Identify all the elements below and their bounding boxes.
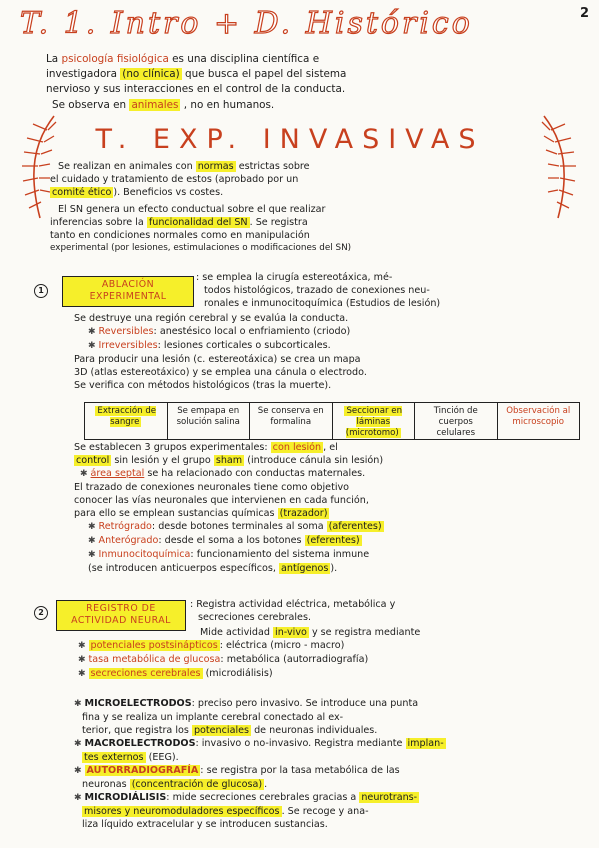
step-cell — [250, 403, 333, 439]
bullet-icon: ✱ — [88, 550, 96, 560]
term-inmunocitoquimica: Inmunocitoquímica — [98, 549, 191, 560]
term-retrogrado: Retrógrado — [98, 521, 152, 532]
abl-line-9 — [74, 454, 584, 467]
highlight-potenciales: potenciales — [193, 725, 250, 736]
text: : anestésico local o enfriamiento (criodo) — [153, 326, 351, 337]
text: investigadora — [46, 68, 117, 81]
dial-line-3: liza líquido extracelular y se introducen sustancias. — [82, 819, 328, 830]
text: (se introducen anticuerpos específicos, — [88, 563, 276, 574]
term-tasa-metabolica: tasa metabólica de glucosa — [88, 654, 221, 665]
text: (EEG). — [148, 752, 179, 763]
abl-line-6: 3D (atlas estereotáxico) y se emplea una cánula o electrodo. — [74, 367, 367, 378]
abl-line-7: Se verifica con métodos histológicos (tras la muerte). — [74, 380, 332, 391]
term-macroelectrodos: MACROELECTRODOS — [84, 738, 196, 749]
text: : preciso pero invasivo. Se introduce una punta — [191, 698, 419, 709]
highlight-antigenos: antígenos — [281, 563, 329, 574]
auto-line-2 — [74, 778, 586, 791]
highlight-no-clinica: (no clínica) — [122, 68, 180, 81]
abl-reversibles — [74, 325, 584, 339]
macro-line-2 — [74, 751, 586, 764]
text: La — [46, 53, 59, 65]
text: para ello se emplean sustancias químicas — [74, 508, 275, 519]
text: que busca el papel del sistema — [184, 68, 347, 81]
intro-line-1 — [46, 52, 566, 67]
highlight-tes-externos: tes externos — [84, 752, 144, 763]
highlight-animales: animales — [131, 98, 179, 111]
micro-line-2: fina y se realiza un implante cerebral conectado al ex- — [82, 712, 344, 723]
micro-line-3 — [74, 724, 586, 737]
term-microdialisis: MICRODIÁLISIS — [84, 792, 167, 803]
text: . — [264, 779, 268, 790]
bullet-icon: ✱ — [74, 699, 82, 709]
abl-anterogrado — [74, 534, 584, 548]
reg-line-1: : Registra actividad eléctrica, metabólica y — [190, 599, 396, 610]
step-label: Se empapa en solución salina — [176, 406, 240, 427]
text: ). Beneficios vs costes. — [113, 187, 224, 198]
term-area-septal: área septal — [90, 468, 145, 479]
text: : metabólica (autorradiografía) — [220, 654, 369, 665]
term-secreciones: secreciones cerebrales — [90, 668, 201, 679]
term-irreversibles: Irreversibles — [98, 340, 158, 351]
registro-body — [74, 626, 584, 681]
text: de neuronas individuales. — [254, 725, 378, 736]
text: y se registra mediante — [311, 627, 421, 638]
bullet-icon: ✱ — [78, 669, 86, 679]
term-anterogrado: Anterógrado — [98, 535, 159, 546]
text: Se observa en — [52, 98, 127, 111]
intro-line-2 — [46, 67, 566, 82]
highlight-sham: sham — [215, 455, 243, 466]
inv-line-2: el cuidado y tratamiento de estos (aprobado por un — [50, 174, 299, 185]
text: se ha relacionado con conductas maternales. — [147, 468, 366, 479]
text: : eléctrica (micro - macro) — [219, 640, 345, 651]
page-title: T. 1. Intro + D. Histórico — [20, 6, 473, 41]
ablacion-body-2 — [74, 441, 584, 575]
abl-line-2: todos histológicos, trazado de conexiones neu- — [204, 285, 430, 296]
highlight-trazador: (trazador) — [279, 508, 328, 519]
page-number: 2 — [579, 6, 589, 21]
dial-line-1 — [74, 791, 586, 805]
micro-line-1 — [74, 697, 586, 711]
step-label: Seccionar en láminas (microtomo) — [345, 406, 403, 438]
registro-box-label: REGISTRO DE ACTIVIDAD NEURAL — [56, 600, 186, 631]
abl-line-5: Para producir una lesión (c. estereotáxica) se crea un mapa — [74, 354, 361, 365]
reg-bullet-2 — [74, 653, 584, 667]
registro-methods — [74, 697, 586, 831]
text: : desde el soma a los botones — [158, 535, 302, 546]
text: sin lesión y el grupo — [114, 455, 211, 466]
term-potenciales: potenciales postsinápticos — [90, 640, 218, 651]
text: , el — [323, 442, 338, 453]
reg-bullet-1 — [74, 639, 584, 653]
text: : mide secreciones cerebrales gracias a — [166, 792, 357, 803]
bullet-icon: ✱ — [88, 327, 96, 337]
abl-line-4: Se destruye una región cerebral y se evalúa la conducta. — [74, 313, 349, 324]
highlight-normas: normas — [197, 161, 234, 172]
highlight-control: control — [76, 455, 110, 466]
bullet-icon: ✱ — [88, 522, 96, 532]
highlight-eferentes: (eferentes) — [306, 535, 360, 546]
inv-line-1 — [50, 160, 550, 173]
auto-line-1 — [74, 764, 586, 778]
highlight-aferentes: (aferentes) — [328, 521, 382, 532]
inv-line-5 — [50, 216, 550, 229]
highlight-neuromoduladores: misores y neuromoduladores específicos — [84, 806, 280, 817]
text: Se establecen 3 grupos experimentales: — [74, 442, 268, 453]
highlight-con-lesion: con lesión — [272, 442, 322, 453]
intro-paragraph — [46, 52, 566, 113]
step-label: Extracción de sangre — [97, 406, 157, 427]
text: : funcionamiento del sistema inmune — [190, 549, 370, 560]
highlight-neurotransmisores: neurotrans- — [361, 792, 418, 803]
inv-line-7: experimental (por lesiones, estimulaciones o modificaciones del SN) — [50, 243, 352, 253]
bullet-icon: ✱ — [74, 739, 82, 749]
step-cell — [333, 403, 416, 439]
bullet-icon: ✱ — [80, 469, 88, 479]
bullet-icon: ✱ — [78, 641, 86, 651]
abl-retrogrado — [74, 520, 584, 534]
intro-line-3: nervioso y sus interacciones en el control de la conducta. — [46, 83, 346, 96]
highlight-funcionalidad: funcionalidad del SN — [148, 217, 248, 228]
step-cell — [415, 403, 498, 439]
text: : se registra por la tasa metabólica de las — [200, 765, 400, 776]
section-number-1: 1 — [34, 284, 48, 298]
inv-line-4: El SN genera un efecto conductual sobre el que realizar — [58, 204, 326, 215]
reg-line-2: secreciones cerebrales. — [198, 612, 311, 623]
abl-line-11: conocer las vías neuronales que intervienen en cada función, — [74, 495, 369, 506]
reg-bullet-3 — [74, 667, 584, 681]
term-psicologia-fisiologica: psicología fisiológica — [61, 53, 169, 65]
intro-line-4 — [46, 98, 566, 113]
ablacion-box-label: ABLACIÓN EXPERIMENTAL — [62, 276, 194, 307]
section-title: T. EXP. INVASIVAS — [95, 124, 485, 155]
highlight-comite-etico: comité ético — [52, 187, 112, 198]
highlight-in-vivo: in-vivo — [275, 627, 307, 638]
abl-area-septal — [74, 467, 584, 481]
ablacion-intro — [196, 271, 576, 310]
abl-inmuno-2 — [74, 562, 584, 575]
term-microelectrodos: MICROELECTRODOS — [84, 698, 192, 709]
highlight-concentracion-glucosa: (concentración de glucosa) — [131, 779, 263, 790]
step-cell — [85, 403, 168, 439]
term-autorradiografia: AUTORRADIOGRAFÍA — [86, 765, 199, 776]
text: es una disciplina científica e — [172, 53, 320, 65]
text: Mide actividad — [200, 627, 270, 638]
text: (introduce cánula sin lesión) — [247, 455, 384, 466]
dial-line-2 — [74, 805, 586, 818]
text: , no en humanos. — [183, 98, 275, 111]
abl-inmuno — [74, 548, 584, 562]
reg-line-3 — [74, 626, 584, 639]
highlight-implantes: implan- — [407, 738, 444, 749]
text: terior, que registra los — [82, 725, 189, 736]
bullet-icon: ✱ — [88, 536, 96, 546]
abl-line-3: ronales e inmunocitoquímica (Estudios de lesión) — [204, 298, 441, 309]
step-cell — [168, 403, 251, 439]
bullet-icon: ✱ — [88, 341, 96, 351]
histology-steps-table — [84, 402, 580, 440]
bullet-icon: ✱ — [78, 655, 86, 665]
section-number-2: 2 — [34, 606, 48, 620]
abl-line-12 — [74, 507, 584, 520]
inv-line-6: tanto en condiciones normales como en manipulación — [50, 230, 310, 241]
step-label: Observación al microscopio — [506, 406, 571, 427]
text: : invasivo o no-invasivo. Registra mediante — [195, 738, 403, 749]
step-label: Tinción de cuerpos celulares — [433, 406, 478, 438]
text: : desde botones terminales al soma — [151, 521, 324, 532]
text: . Se recoge y ana- — [281, 806, 369, 817]
macro-line-1 — [74, 737, 586, 751]
abl-line-1: : se emplea la cirugía estereotáxica, mé- — [196, 272, 393, 283]
ablacion-body — [74, 312, 584, 392]
inv-line-3 — [50, 186, 550, 199]
term-reversibles: Reversibles — [98, 326, 154, 337]
invasivas-paragraph — [50, 160, 550, 255]
abl-irreversibles — [74, 339, 584, 353]
text: (microdiálisis) — [205, 668, 273, 679]
bullet-icon: ✱ — [74, 793, 82, 803]
text: ). — [330, 563, 338, 574]
step-label: Se conserva en formalina — [257, 406, 324, 427]
text: Se realizan en animales con — [58, 161, 193, 172]
step-cell — [498, 403, 580, 439]
text: neuronas — [82, 779, 127, 790]
abl-line-8 — [74, 441, 584, 454]
registro-intro — [190, 598, 585, 624]
text: : lesiones corticales o subcorticales. — [157, 340, 331, 351]
text: inferencias sobre la — [50, 217, 144, 228]
text: . Se registra — [249, 217, 308, 228]
bullet-icon: ✱ — [74, 766, 82, 776]
abl-line-10: El trazado de conexiones neuronales tiene como objetivo — [74, 482, 350, 493]
text: estrictas sobre — [238, 161, 310, 172]
